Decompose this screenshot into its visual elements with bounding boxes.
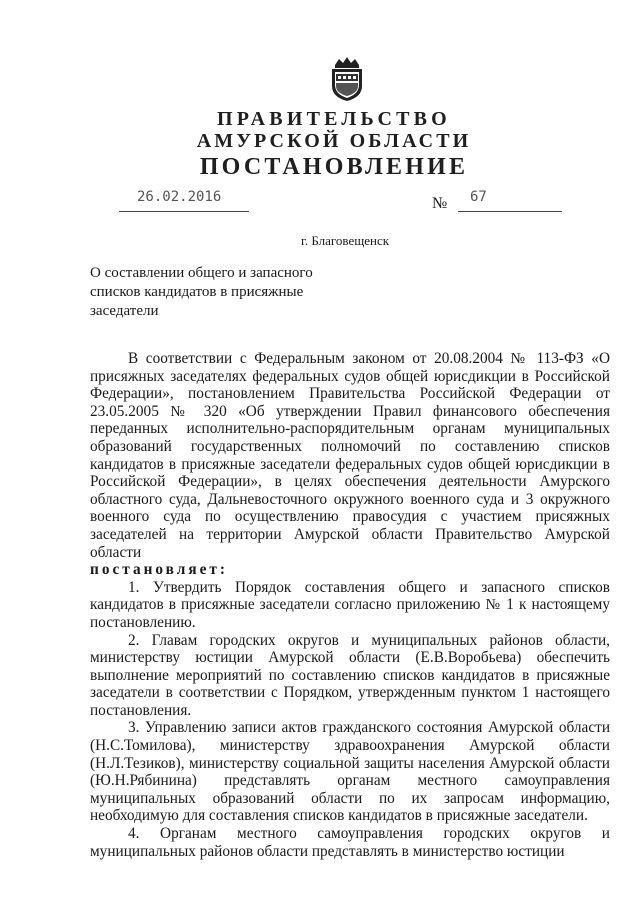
list-item: 2. Главам городских округов и муниципальных районов области, министерству юстиции Амурской области (Е.В.Воробьева) обеспечить выполнение мероприятий по составлению списков кандидатов в присяжные заседатели в соответствии с Порядком, утвержденным пунктом 1 настоящего постановления.	[90, 631, 610, 719]
document-body	[90, 350, 610, 860]
government-title-line1: ПРАВИТЕЛЬСТВО	[217, 108, 451, 130]
resolves-keyword: постановляет:	[90, 561, 228, 579]
number-underline	[458, 211, 562, 212]
date-underline	[119, 211, 249, 212]
number-sign: №	[432, 195, 448, 212]
government-title-line2: АМУРСКОЙ ОБЛАСТИ	[196, 130, 472, 152]
amur-region-coat-of-arms-icon	[327, 56, 367, 102]
list-item: 4. Органам местного самоуправления городских округов и муниципальных районов области представлять в министерство юстиции	[90, 825, 610, 860]
document-subject: О составлении общего и запасного списков кандидатов в присяжные заседатели	[90, 265, 313, 319]
city-name: г. Благовещенск	[300, 233, 390, 248]
list-item: 3. Управлению записи актов гражданского состояния Амурской области (Н.С.Томилова), министерству здравоохранения Амурской области (Н.Л.Тезиков), министерству социальной защиты населения Амурской области (Ю.Н.Рябинина) представлять органам местного самоуправления муниципальных образований области по их запросам информацию, необходимую для составления списков кандидатов в присяжные заседатели.	[90, 719, 610, 825]
document-number: 67	[470, 189, 487, 205]
preamble-paragraph: В соответствии с Федеральным законом от 20.08.2004 № 113-ФЗ «О присяжных заседателях федеральных судов общей юрисдикции в Российской Федерации», постановлением Правительства Российской Федерации от 23.05.2005 № 320 «Об утверждении Правил финансового обеспечения переданных исполнительно-распорядительным органам муниципальных образований государственных полномочий по составлению списков кандидатов в присяжные заседатели федеральных судов общей юрисдикции в Российской Федерации», в целях обеспечения деятельности Амурского областного суда, Дальневосточного окружного военного суда и 3 окружного военного суда по осуществлению правосудия с участием присяжных заседателей на территории Амурской области Правительство Амурской области	[90, 350, 610, 561]
list-item: 1. Утвердить Порядок составления общего и запасного списков кандидатов в присяжные заседатели согласно приложению № 1 к настоящему постановлению.	[90, 578, 610, 631]
document-type-title: ПОСТАНОВЛЕНИЕ	[199, 154, 469, 180]
document-date: 26.02.2016	[137, 189, 222, 205]
